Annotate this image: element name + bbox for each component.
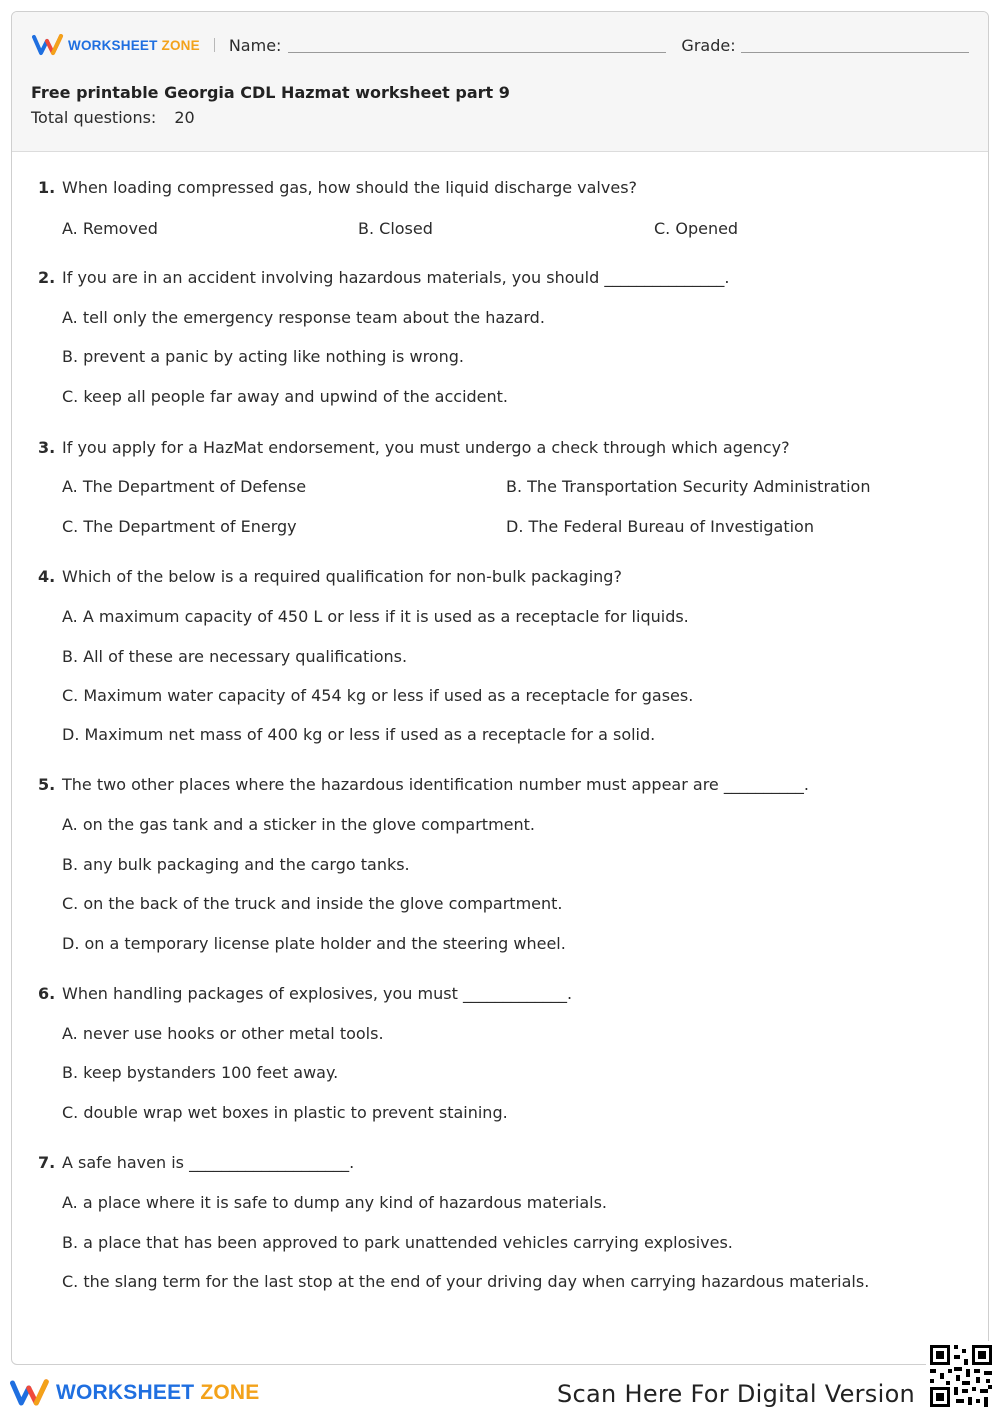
qr-code-icon[interactable] [926, 1341, 996, 1411]
footer-logo [10, 1378, 260, 1408]
question-number: 1. [38, 178, 56, 197]
header-row [32, 32, 972, 58]
name-field[interactable] [288, 52, 666, 53]
q6-option-a[interactable]: A. never use hooks or other metal tools. [62, 1024, 384, 1043]
worksheet-title: Free printable Georgia CDL Hazmat worksheet part 9 [31, 83, 510, 102]
q4-option-d[interactable]: D. Maximum net mass of 400 kg or less if used as a receptacle for a solid. [62, 725, 656, 744]
question-4 [38, 567, 622, 586]
q3-option-a[interactable]: A. The Department of Defense [62, 477, 307, 496]
q1-option-a[interactable]: A. Removed [62, 219, 158, 238]
question-text: A safe haven is ____________________. [62, 1153, 355, 1172]
grade-field[interactable] [741, 52, 969, 53]
question-number: 7. [38, 1153, 56, 1172]
question-text: The two other places where the hazardous identification number must appear are __________. [62, 775, 809, 794]
q7-option-b[interactable]: B. a place that has been approved to park unattended vehicles carrying explosives. [62, 1233, 733, 1252]
question-text: If you apply for a HazMat endorsement, you must undergo a check through which agency? [62, 438, 790, 457]
footer-logo-text-worksheet: WORKSHEET [56, 1381, 195, 1404]
q2-option-c[interactable]: C. keep all people far away and upwind of the accident. [62, 387, 509, 406]
logo-text-worksheet: WORKSHEET [68, 37, 158, 53]
question-1 [38, 178, 637, 197]
total-questions-value: 20 [174, 108, 195, 127]
q3-option-d[interactable]: D. The Federal Bureau of Investigation [506, 517, 814, 536]
question-text: If you are in an accident involving hazardous materials, you should _______________. [62, 268, 730, 287]
q6-option-b[interactable]: B. keep bystanders 100 feet away. [62, 1063, 339, 1082]
q1-option-c[interactable]: C. Opened [654, 219, 739, 238]
question-6 [38, 984, 572, 1003]
worksheet-zone-logo-icon [32, 34, 64, 56]
logo-wordmark [68, 38, 200, 53]
q7-option-c[interactable]: C. the slang term for the last stop at the end of your driving day when carrying hazardous materials. [62, 1272, 870, 1291]
grade-label: Grade: [681, 35, 736, 55]
question-number: 5. [38, 775, 56, 794]
footer-logo-wordmark [56, 1381, 260, 1405]
question-2 [38, 268, 729, 287]
q5-option-b[interactable]: B. any bulk packaging and the cargo tanks. [62, 855, 410, 874]
q2-option-a[interactable]: A. tell only the emergency response team about the hazard. [62, 308, 545, 327]
logo-text-zone: ZONE [161, 37, 200, 53]
question-number: 3. [38, 438, 56, 457]
question-text: Which of the below is a required qualification for non-bulk packaging? [62, 567, 622, 586]
q5-option-a[interactable]: A. on the gas tank and a sticker in the glove compartment. [62, 815, 535, 834]
total-questions [31, 108, 195, 127]
question-5 [38, 775, 809, 794]
footer-logo-text-zone: ZONE [200, 1381, 260, 1404]
q6-option-c[interactable]: C. double wrap wet boxes in plastic to prevent staining. [62, 1103, 508, 1122]
scan-text: Scan Here For Digital Version [557, 1380, 916, 1408]
total-questions-label: Total questions: [31, 108, 157, 127]
q5-option-c[interactable]: C. on the back of the truck and inside the glove compartment. [62, 894, 563, 913]
question-7 [38, 1153, 354, 1172]
question-number: 2. [38, 268, 56, 287]
question-number: 6. [38, 984, 56, 1003]
q4-option-b[interactable]: B. All of these are necessary qualifications. [62, 647, 408, 666]
q1-option-b[interactable]: B. Closed [358, 219, 433, 238]
question-text: When loading compressed gas, how should the liquid discharge valves? [62, 178, 638, 197]
q7-option-a[interactable]: A. a place where it is safe to dump any kind of hazardous materials. [62, 1193, 607, 1212]
q4-option-a[interactable]: A. A maximum capacity of 450 L or less if it is used as a receptacle for liquids. [62, 607, 689, 626]
q3-option-b[interactable]: B. The Transportation Security Administration [506, 477, 871, 496]
q3-option-c[interactable]: C. The Department of Energy [62, 517, 297, 536]
name-label: Name: [228, 35, 282, 55]
header-divider [214, 38, 215, 52]
worksheet-sheet [11, 11, 989, 1365]
worksheet-zone-logo-icon [10, 1378, 50, 1408]
q4-option-c[interactable]: C. Maximum water capacity of 454 kg or less if used as a receptacle for gases. [62, 686, 694, 705]
question-3 [38, 438, 790, 457]
question-text: When handling packages of explosives, you must _____________. [62, 984, 573, 1003]
q2-option-b[interactable]: B. prevent a panic by acting like nothing is wrong. [62, 347, 464, 366]
worksheet-header [12, 12, 988, 152]
question-number: 4. [38, 567, 56, 586]
q5-option-d[interactable]: D. on a temporary license plate holder and the steering wheel. [62, 934, 566, 953]
